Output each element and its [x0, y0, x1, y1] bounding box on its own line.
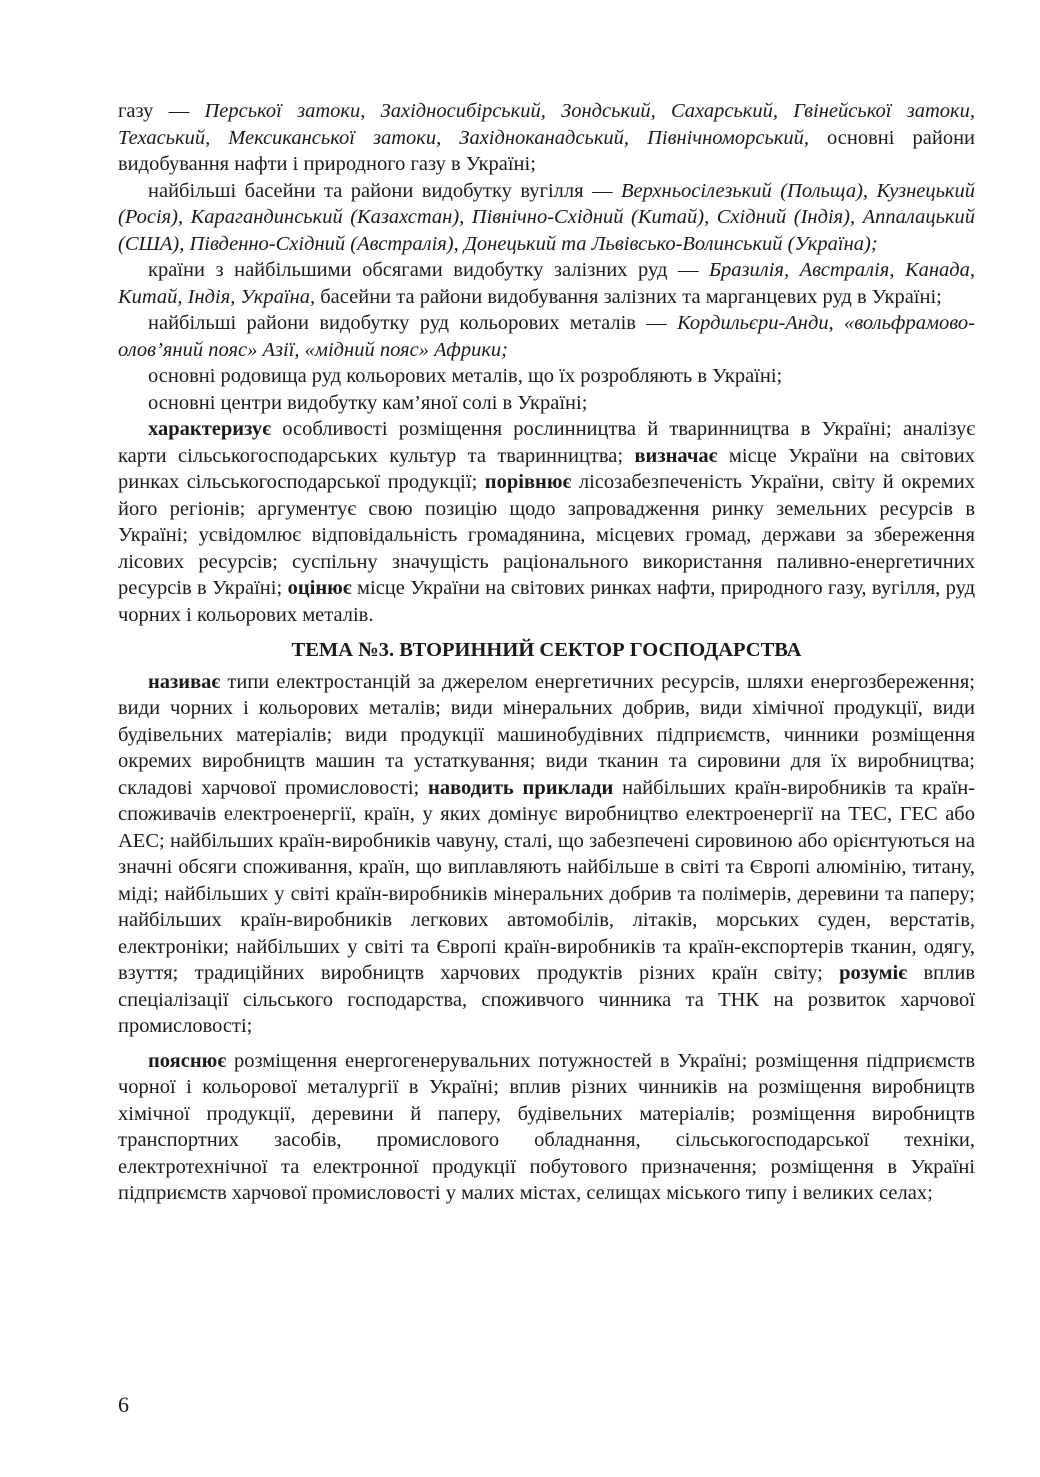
bold-term: оцінює	[287, 577, 352, 599]
bold-term: розуміє	[839, 962, 908, 984]
bold-term: характеризує	[148, 418, 271, 440]
paragraph-gap	[118, 1040, 975, 1048]
paragraph-explains	[118, 1048, 975, 1207]
paragraph-characterizes	[118, 416, 975, 628]
page-number: 6	[118, 1392, 129, 1417]
text-run: країни з найбільшими обсягами видобутку залізних руд —	[148, 259, 709, 281]
bold-term: визначає	[634, 444, 718, 467]
bold-term: називає	[148, 670, 221, 693]
italic-text: Верхньосілезький (Польща), Кузнецький (Росія), Карагандинський (Казахстан), Північно-Східний (Китай), Східний (Індія), Аппалацький (США), Південно-Східний (Австралія), Донецький та Львівсько-Волинський (Україна);	[118, 179, 976, 255]
body-text	[118, 98, 975, 1207]
text-run: особливості розміщення рослинництва й тваринництва в Україні; аналізує карти сільськогосподарських культур та тваринництва;	[118, 418, 975, 467]
paragraph-names	[118, 669, 975, 1040]
paragraph-nonferrous-ukraine	[118, 363, 975, 390]
bold-term: пояснює	[148, 1049, 227, 1072]
text-run: основні родовища руд кольорових металів, що їх розробляють в Україні;	[148, 365, 783, 387]
section-heading: ТЕМА №3. ВТОРИННИЙ СЕКТОР ГОСПОДАРСТВА	[291, 639, 802, 661]
text-run: розміщення енергогенерувальних потужностей в Україні; розміщення підприємств чорної і кольорової металургії в Україні; вплив різних чинників на розміщення виробництв хімічної продукції, деревини й паперу, будівельних матеріалів; розміщення виробництв транспортних засобів, промислового обладнання, сільськогосподарської техніки, електротехнічної та електронної продукції побутового призначення; розміщення в Україні підприємств харчової промисловості у малих містах, селищах міського типу і великих селах;	[118, 1049, 975, 1204]
text-run: найбільших країн-виробників та країн-споживачів електроенергії, країн, у яких домінує виробництво електроенергії на ТЕС, ГЕС або АЕС; найбільших країн-виробників чавуну, сталі, що забезпечені сировиною або орієнтуються на значні обсяги споживання, країн, що виплавляють найбільше в світі та Європі алюмінію, титану, міді; найбільших у світі країн-виробників мінеральних добрив та полімерів, деревини та паперу; найбільших країн-виробників легкових автомобілів, літаків, морських суден, верстатів, електроніки; найбільших у світі та Європі країн-виробників та країн-експортерів тканин, одягу, взуття; традиційних виробництв харчових продуктів різних країн світу;	[118, 776, 975, 984]
italic-text: Бразилія, Австралія, Канада, Китай, Індія, Україна,	[118, 259, 976, 308]
paragraph-salt	[118, 390, 975, 417]
text-run: басейни та райони видобування залізних та марганцевих руд в Україні;	[315, 285, 942, 308]
text-run: місце України на світових ринках сільськогосподарської продукції;	[118, 444, 975, 493]
text-run: газу —	[118, 100, 205, 122]
text-run: типи електростанцій за джерелом енергетичних ресурсів, шляхи енергозбереження; види чорних і кольорових металів; види мінеральних добрив, види хімічної продукції, види будівельних матеріалів; види продукції машинобудівних підприємств, чинники розміщення окремих виробництв машин та устаткування; види тканин та сировини для їх виробництва; складові харчової промисловості;	[118, 670, 975, 799]
text-run: найбільші басейни та райони видобутку вугілля —	[148, 179, 621, 202]
paragraph-gas-fields	[118, 98, 975, 178]
text-run: вплив спеціалізації сільського господарства, споживчого чинника та ТНК на розвиток харчової промисловості;	[118, 962, 976, 1037]
italic-text: Кордильєри-Анди, «вольфрамово-олов’яний пояс» Азії, «мідний пояс» Африки;	[118, 312, 975, 361]
text-run: основні центри видобутку кам’яної солі в Україні;	[148, 391, 588, 414]
bottom-paragraphs	[118, 669, 975, 1207]
text-run: основні райони видобування нафти і природного газу в Україні;	[118, 126, 976, 175]
top-paragraphs	[118, 98, 975, 628]
paragraph-nonferrous	[118, 310, 975, 363]
paragraph-coal	[118, 178, 975, 258]
paragraph-iron-ore	[118, 257, 975, 310]
italic-text: Перської затоки, Західносибірський, Зондський, Сахарський, Гвінейської затоки, Техаський, Мексиканської затоки, Західноканадський, Північноморський,	[118, 100, 975, 149]
bold-term: порівнює	[484, 471, 572, 493]
text-run: лісозабезпеченість України, світу й окремих його регіонів; аргументує свою позицію щодо запровадження ринку земельних ресурсів в Україні; усвідомлює відповідальність громадянина, місцевих громад, держави за збереження лісових ресурсів; суспільну значущість раціонального використання паливно-енергетичних ресурсів в Україні;	[118, 471, 975, 599]
text-run: місце України на світових ринках нафти, природного газу, вугілля, руд чорних і кольорових металів.	[118, 577, 976, 626]
bold-term: наводить приклади	[428, 776, 614, 799]
text-run: найбільші райони видобутку руд кольорових металів —	[148, 312, 678, 334]
